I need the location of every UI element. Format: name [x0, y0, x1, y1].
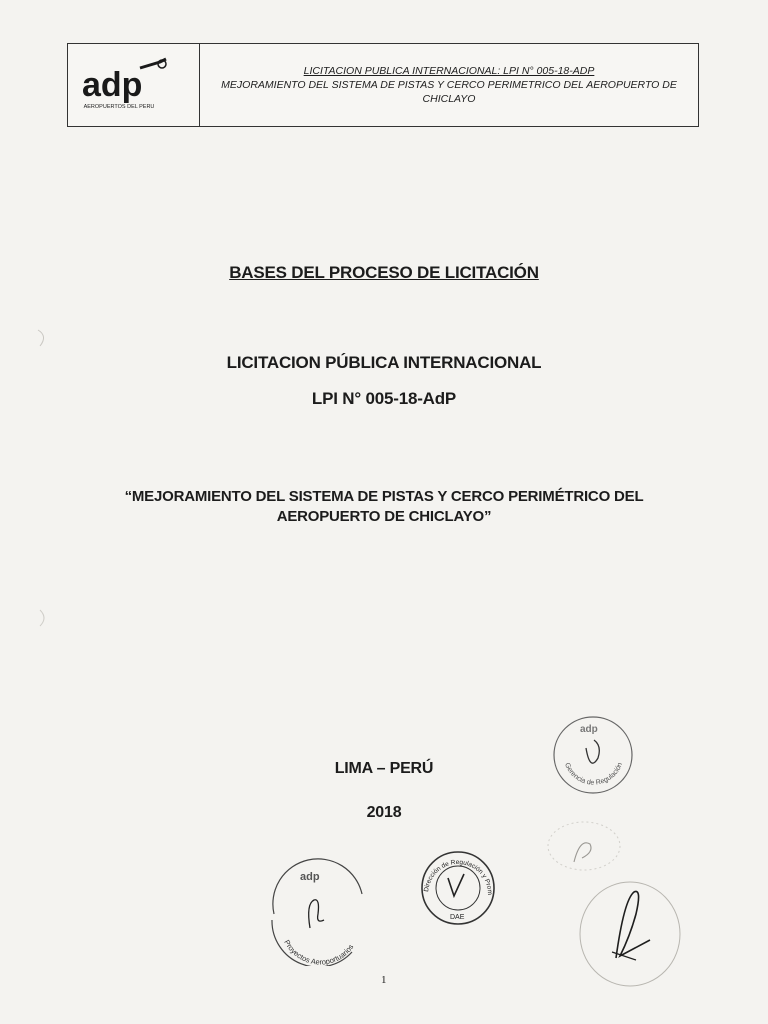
stamp-logo-text: adp [300, 871, 320, 883]
header-line-3: CHICLAYO [422, 93, 476, 105]
punch-hole-mark-icon [34, 606, 54, 630]
signature-icon [586, 740, 599, 763]
year: 2018 [366, 804, 402, 821]
bottom-right-signature-stamp [572, 870, 684, 990]
punch-hole-mark-icon [34, 326, 54, 350]
dae-seal-stamp [418, 848, 498, 928]
faint-signature-icon [544, 818, 624, 874]
regulation-stamp [550, 712, 636, 798]
city-country: LIMA – PERÚ [334, 760, 434, 777]
header-title [200, 44, 698, 126]
process-type: LICITACION PÚBLICA INTERNACIONAL [226, 353, 542, 372]
document-heading-text: BASES DEL PROCESO DE LICITACIÓN [229, 263, 539, 282]
logo-subtitle: AEROPUERTOS DEL PERU [83, 104, 155, 110]
header-line-1: LICITACION PUBLICA INTERNACIONAL: LPI N° 005-18-ADP [303, 65, 595, 77]
header-line-2: MEJORAMIENTO DEL SISTEMA DE PISTAS Y CERCO PERIMETRICO DEL AEROPUERTO DE [221, 79, 677, 91]
project-title-line-1: “MEJORAMIENTO DEL SISTEMA DE PISTAS Y CERCO PERIMÉTRICO DEL [124, 488, 644, 505]
svg-text:adp: adp [82, 66, 143, 104]
dae-label: DAE [450, 914, 465, 921]
document-header [67, 43, 699, 127]
airport-projects-stamp [262, 854, 374, 966]
svg-text:Gerencia de Regulación [563, 762, 624, 787]
dae-seal-text: Dirección de Regulación y Prom [423, 858, 494, 896]
airport-stamp-text: Proyectos Aeroportuarios [282, 938, 356, 966]
adp-logo-icon [80, 56, 170, 106]
document-heading [0, 263, 768, 283]
svg-text:Proyectos Aeroportuarios [282, 938, 355, 966]
logo-cell [68, 44, 200, 126]
process-number: LPI N° 005-18-AdP [311, 389, 457, 408]
signature-icon [616, 891, 650, 958]
project-title [0, 487, 768, 527]
stamp-logo-text: adp [580, 724, 598, 735]
svg-text:Dirección de Regulación y Prom [418, 848, 493, 895]
signature-icon [448, 874, 464, 896]
signature-icon [309, 900, 324, 928]
page-number: 1 [381, 974, 387, 986]
project-title-line-2: AEROPUERTO DE CHICLAYO” [276, 508, 492, 525]
regulation-stamp-text: Gerencia de Regulación [563, 761, 625, 787]
